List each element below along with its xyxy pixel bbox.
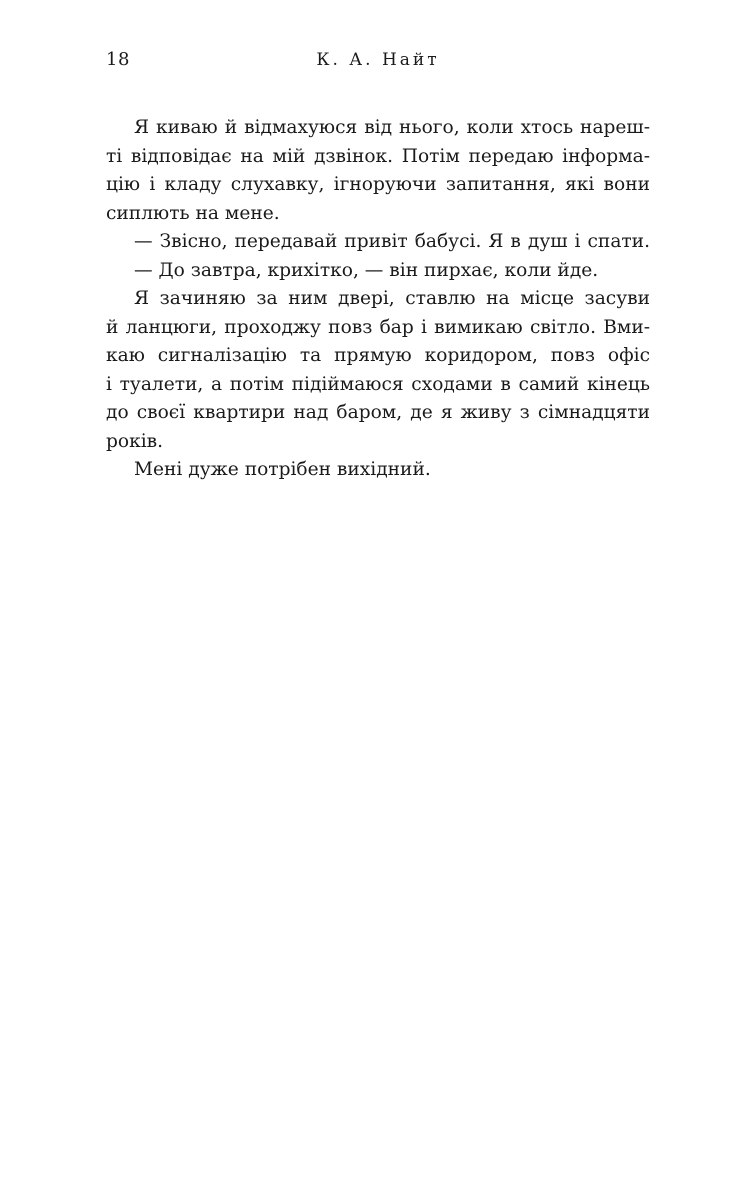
text-line: до своєї квартири над баром, де я живу з сімнадцяти	[106, 402, 650, 423]
text-line: й ланцюги, проходжу повз бар і вимикаю світло. Вми-	[106, 316, 650, 338]
text-line: каю сигналізацію та прямую коридором, повз офіс	[106, 345, 650, 366]
body-text	[106, 114, 650, 485]
text-line: — До завтра, крихітко, — він пирхає, коли йде.	[134, 259, 599, 281]
text-line: ті відповідає на мій дзвінок. Потім передаю інформа-	[106, 145, 650, 167]
page-number: 18	[106, 49, 130, 70]
text-line: Мені дуже потрібен вихідний.	[134, 459, 431, 480]
text-line: і туалети, а потім підіймаюся сходами в самий кінець	[106, 373, 650, 395]
text-line: цію і кладу слухавку, ігноруючи запитання, які вони	[106, 174, 650, 195]
text-line: Я киваю й відмахуюся від нього, коли хтось нареш-	[134, 117, 650, 138]
running-head: К. А. Найт	[316, 50, 440, 70]
text-line: Я зачиняю за ним двері, ставлю на місце засуви	[134, 288, 650, 309]
text-line: — Звісно, передавай привіт бабусі. Я в душ і спати.	[134, 231, 650, 252]
text-line: сиплють на мене.	[106, 202, 280, 224]
text-line: років.	[106, 430, 164, 452]
